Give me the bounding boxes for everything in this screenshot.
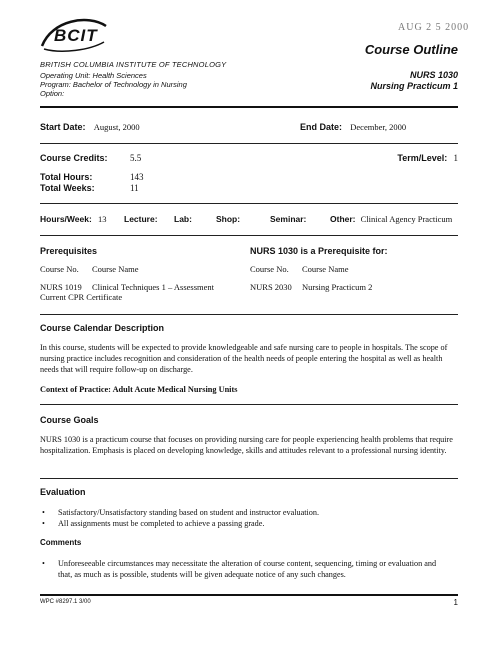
- evaluation-item: • All assignments must be completed to achieve a passing grade.: [42, 518, 452, 529]
- comments-list: [42, 558, 437, 580]
- total-weeks-value: 11: [130, 183, 139, 193]
- col-course-no: Course No.: [40, 264, 79, 274]
- logo-text: BCIT: [54, 26, 98, 45]
- prereq-course-no: NURS 1019: [40, 282, 82, 292]
- other-value: Clinical Agency Practicum: [360, 214, 453, 224]
- course-title: Nursing Practicum 1: [370, 81, 458, 91]
- lab-label: Lab:: [174, 214, 192, 224]
- next-course-no: NURS 2030: [250, 282, 292, 292]
- comments-title: Comments: [40, 538, 82, 547]
- document-type-heading: Course Outline: [364, 42, 458, 57]
- col-course-no-right: Course No.: [250, 264, 289, 274]
- other-label: Other:: [330, 214, 356, 224]
- header-divider: [40, 106, 458, 108]
- page-number: 1: [453, 598, 458, 607]
- divider: [40, 203, 458, 204]
- institute-name: BRITISH COLUMBIA INSTITUTE OF TECHNOLOGY: [40, 60, 227, 69]
- option: Option:: [40, 89, 65, 98]
- prerequisite-for-title: NURS 1030 is a Prerequisite for:: [250, 246, 388, 256]
- start-date-label: Start Date:: [40, 122, 86, 132]
- operating-unit: Operating Unit: Health Sciences: [40, 71, 147, 80]
- col-course-name: Course Name: [92, 264, 139, 274]
- credits-label: Course Credits:: [40, 153, 108, 163]
- bcit-logo: [38, 16, 110, 54]
- prereq-course-name: Clinical Techniques 1 – Assessment: [92, 282, 215, 292]
- program: Program: Bachelor of Technology in Nursing: [40, 80, 187, 89]
- start-date: [40, 122, 140, 132]
- term-level: [397, 153, 458, 163]
- lecture-label: Lecture:: [124, 214, 158, 224]
- divider: [40, 314, 458, 315]
- divider: [40, 143, 458, 144]
- footer-doc-id: WPC #8297.1 3/00: [40, 599, 91, 605]
- next-course-name: Nursing Practicum 2: [302, 282, 373, 292]
- goals-body: NURS 1030 is a practicum course that focuses on providing nursing care for people experiencing health problems that require hospitalization. Emphasis is placed on developing knowledge, skills and attitudes relevant to a professional nursing identity.: [40, 435, 453, 455]
- end-date: [300, 122, 406, 132]
- col-course-name-right: Course Name: [302, 264, 349, 274]
- start-date-value: August, 2000: [93, 122, 140, 132]
- term-level-value: 1: [453, 153, 458, 163]
- divider: [40, 235, 458, 236]
- divider: [40, 478, 458, 479]
- total-weeks-label: Total Weeks:: [40, 183, 95, 193]
- evaluation-title: Evaluation: [40, 487, 86, 497]
- goals-title: Course Goals: [40, 415, 99, 425]
- end-date-label: End Date:: [300, 122, 343, 132]
- divider: [40, 404, 458, 405]
- evaluation-list: [42, 507, 452, 529]
- term-level-label: Term/Level:: [397, 153, 448, 163]
- seminar-label: Seminar:: [270, 214, 307, 224]
- hours-week-row: [40, 214, 460, 224]
- hours-week-value: 13: [97, 214, 107, 224]
- prereq-cpr: Current CPR Certificate: [40, 292, 123, 302]
- evaluation-item: • Satisfactory/Unsatisfactory standing based on student and instructor evaluation.: [42, 507, 452, 518]
- credits-value: 5.5: [130, 153, 142, 163]
- calendar-body: In this course, students will be expected to provide knowledgeable and safe nursing care to people in hospitals. The scope of nursing practice includes recognition and consideration of the health needs of people entering the hospital as well as health needs that will require follow-up on discharge.: [40, 343, 448, 374]
- hours-week-label: Hours/Week:: [40, 214, 92, 224]
- course-code: NURS 1030: [409, 70, 458, 80]
- prerequisites-title: Prerequisites: [40, 246, 98, 256]
- end-date-value: December, 2000: [350, 122, 407, 132]
- received-stamp: AUG 2 5 2000: [398, 22, 470, 33]
- total-hours-value: 143: [130, 172, 144, 182]
- comment-item: • Unforeseeable circumstances may necessitate the alteration of course content, sequencing, timing or evaluation and that, as much as is possible, students will be given adequate notice of any such changes.: [42, 558, 437, 580]
- total-hours-label: Total Hours:: [40, 172, 93, 182]
- footer-divider: [40, 594, 458, 596]
- context-of-practice: Context of Practice: Adult Acute Medical Nursing Units: [40, 385, 238, 394]
- calendar-title: Course Calendar Description: [40, 323, 165, 333]
- shop-label: Shop:: [216, 214, 241, 224]
